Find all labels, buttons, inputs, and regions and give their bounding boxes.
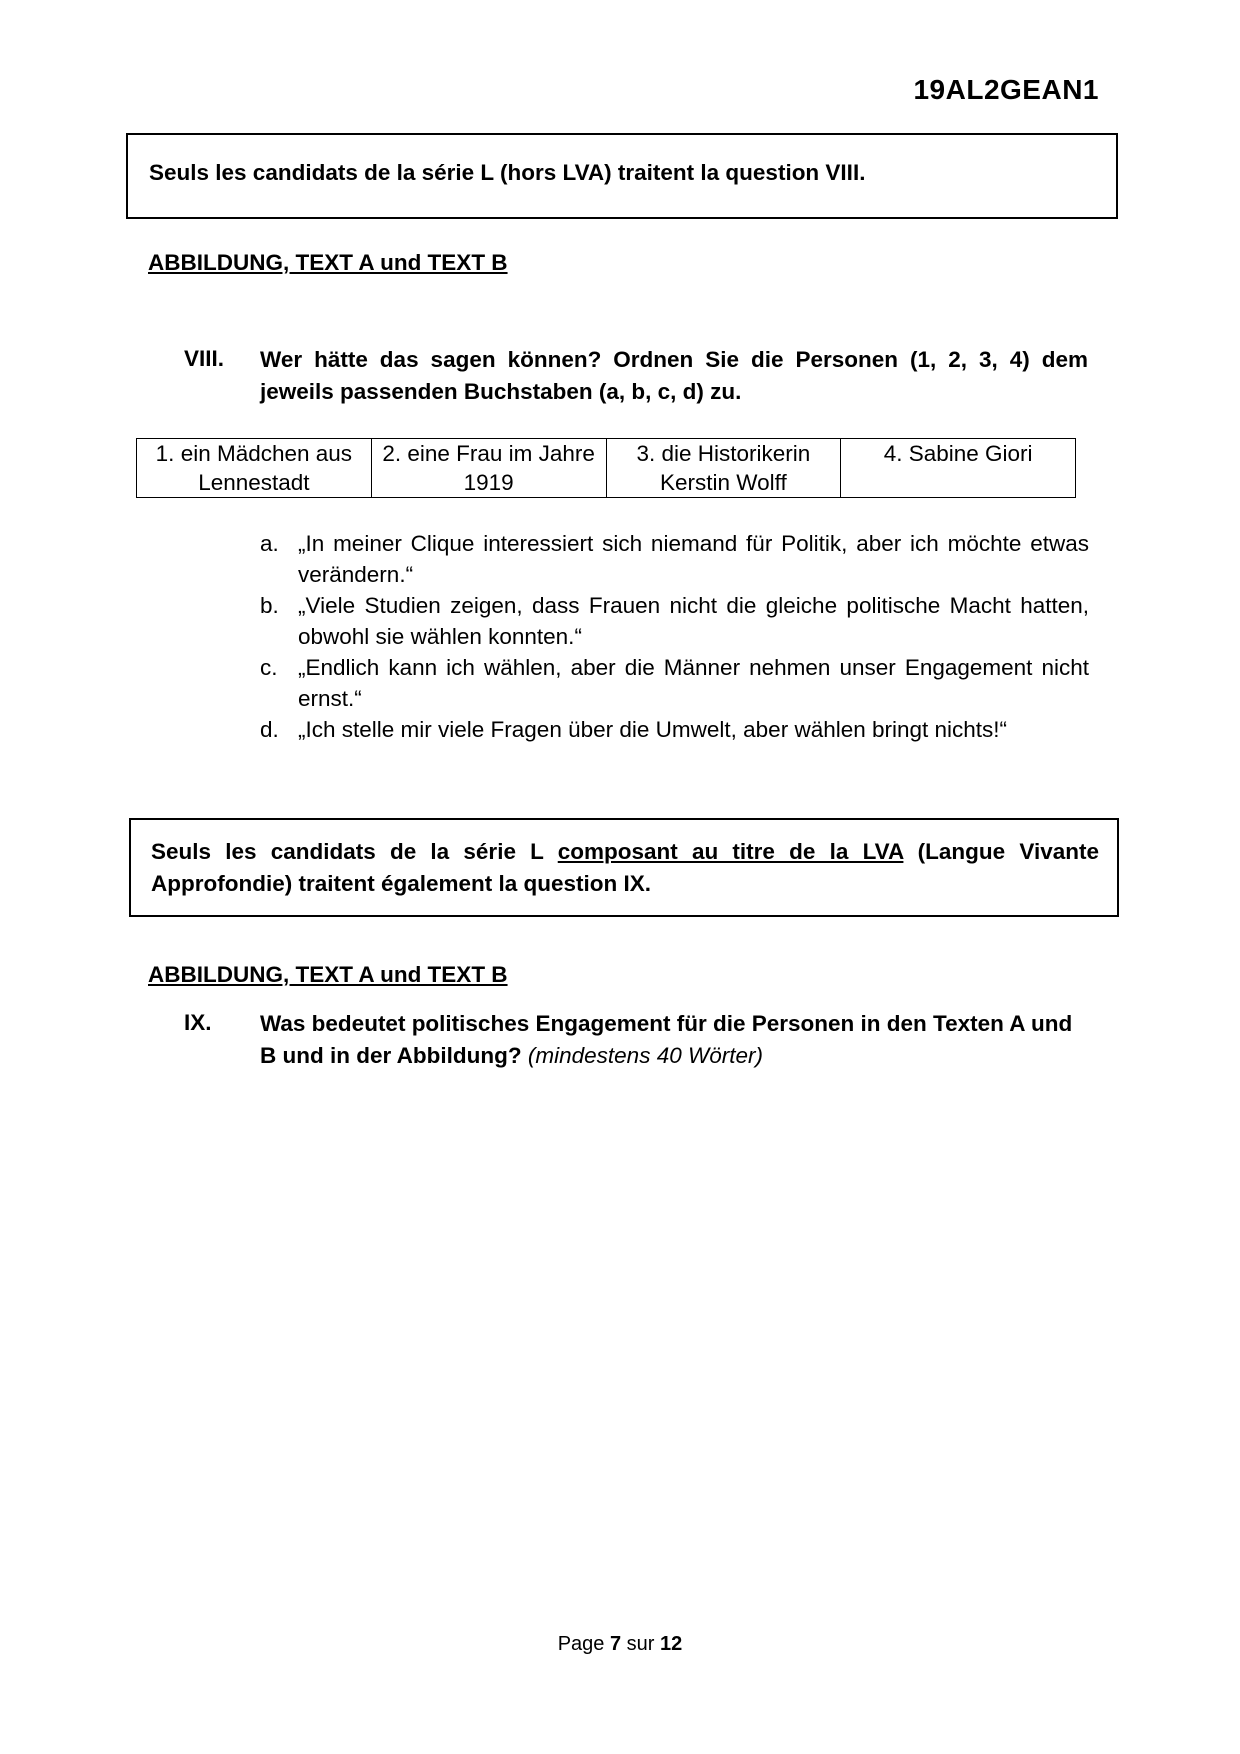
answer-letter: a. [260,531,279,556]
question-ix-hint: (mindestens 40 Wörter) [527,1043,763,1068]
section-heading: ABBILDUNG, TEXT A und TEXT B [148,250,508,275]
notice-lva-text [151,836,1099,900]
page-footer [0,1633,1240,1656]
answer-letter: c. [260,655,278,680]
question-ix-text: Was bedeutet politisches Engagement für die Personen in den Texten A und B und in der Abbildung? [260,1011,1073,1068]
total-pages: 12 [660,1633,683,1655]
question-text: Wer hätte das sagen können? Ordnen Sie die Personen (1, 2, 3, 4) dem jeweils passenden Buchstaben (a, b, c, d) zu. [260,347,1088,404]
person-cell-3: 3. die Historikerin Kerstin Wolff [606,439,841,498]
table-row [137,439,1076,498]
answer-list [260,528,1089,745]
persons-table [136,438,1076,498]
answer-text: „Endlich kann ich wählen, aber die Männer nehmen unser Engagement nicht ernst.“ [298,655,1089,711]
answer-text: „Viele Studien zeigen, dass Frauen nicht die gleiche politische Macht hatten, obwohl sie wählen konnten.“ [298,593,1089,649]
notice-lva-part1: Seuls les candidats de la série L [151,839,544,864]
person-cell-1: 1. ein Mädchen aus Lennestadt [137,439,372,498]
list-item [260,528,1089,590]
page-label: Page [557,1633,605,1655]
section-heading: ABBILDUNG, TEXT A und TEXT B [148,962,508,987]
notice-lva-underlined: composant au titre de la LVA [557,839,904,864]
answer-text: „Ich stelle mir viele Fragen über die Umwelt, aber wählen bringt nichts!“ [298,717,1008,742]
list-item [260,714,1089,745]
question-number: VIII. [184,346,225,371]
current-page: 7 [609,1633,622,1655]
answer-letter: b. [260,593,279,618]
of-label: sur [626,1633,655,1655]
list-item [260,590,1089,652]
person-cell-4: 4. Sabine Giori [841,439,1076,498]
notice-lva-part2: (Langue Vivante Approfondie) traitent également la question IX. [151,839,1099,896]
notice-box-series-l [126,133,1118,219]
question-text [260,1008,1090,1072]
notice-text: Seuls les candidats de la série L (hors LVA) traitent la question VIII. [149,160,866,185]
answer-text: „In meiner Clique interessiert sich niemand für Politik, aber ich möchte etwas verändern.“ [298,531,1089,587]
person-cell-2: 2. eine Frau im Jahre 1919 [371,439,606,498]
notice-box-lva [129,818,1119,917]
document-code: 19AL2GEAN1 [913,74,1099,105]
list-item [260,652,1089,714]
answer-letter: d. [260,717,279,742]
question-number: IX. [184,1010,212,1035]
